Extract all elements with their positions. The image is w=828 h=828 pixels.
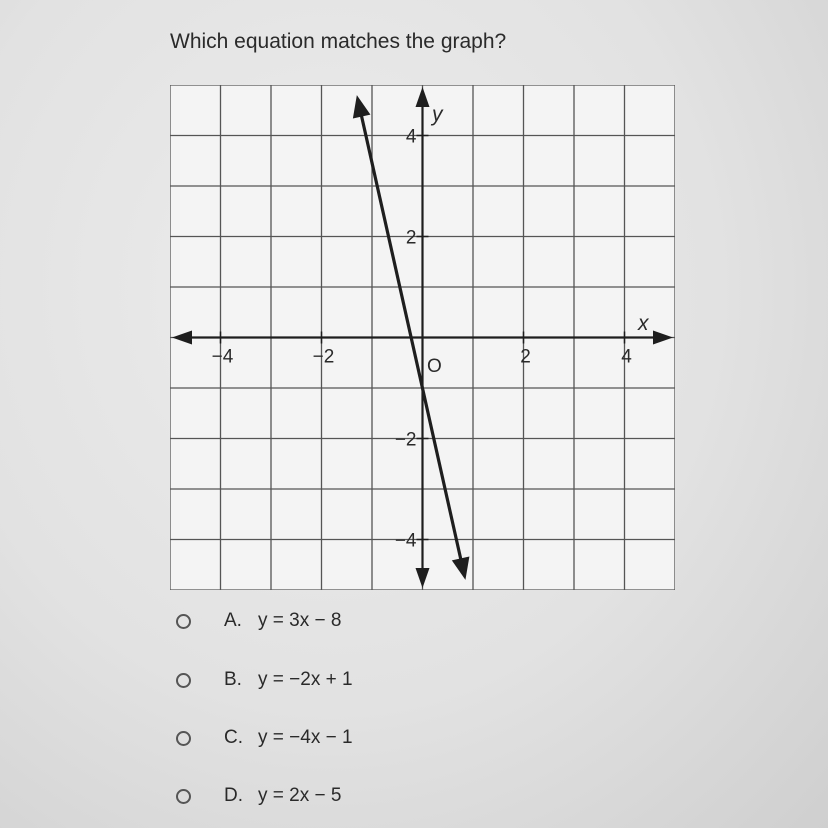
x-tick-label: 4	[621, 346, 632, 368]
choice-letter: C.	[224, 727, 243, 748]
y-tick-label: 4	[405, 126, 417, 148]
radio-icon[interactable]	[176, 731, 191, 746]
y-tick-label: 2	[405, 227, 417, 249]
radio-icon[interactable]	[176, 614, 191, 629]
origin-label: O	[427, 356, 442, 377]
choice-letter: B.	[224, 669, 242, 690]
choice-d[interactable]	[176, 785, 341, 807]
x-tick-label: −4	[211, 346, 234, 368]
radio-icon[interactable]	[176, 789, 191, 804]
choice-letter: D.	[224, 785, 243, 806]
coordinate-graph	[170, 85, 675, 590]
y-tick-label: −4	[394, 530, 417, 552]
x-tick-label: −2	[312, 346, 335, 368]
choice-a[interactable]	[176, 610, 341, 632]
radio-icon[interactable]	[176, 673, 191, 688]
choice-b[interactable]	[176, 669, 353, 691]
choice-equation: y = −4x − 1	[258, 727, 353, 748]
x-axis-label: x	[638, 312, 649, 335]
question-text: Which equation matches the graph?	[170, 30, 507, 53]
choice-equation: y = −2x + 1	[258, 669, 353, 690]
y-axis-label: y	[432, 103, 443, 126]
x-tick-label: 2	[520, 346, 531, 368]
choice-c[interactable]	[176, 727, 353, 749]
choice-letter: A.	[224, 610, 242, 631]
y-tick-label: −2	[394, 429, 417, 451]
choice-equation: y = 2x − 5	[258, 785, 342, 806]
graph-svg	[170, 85, 675, 590]
choice-equation: y = 3x − 8	[258, 610, 342, 631]
